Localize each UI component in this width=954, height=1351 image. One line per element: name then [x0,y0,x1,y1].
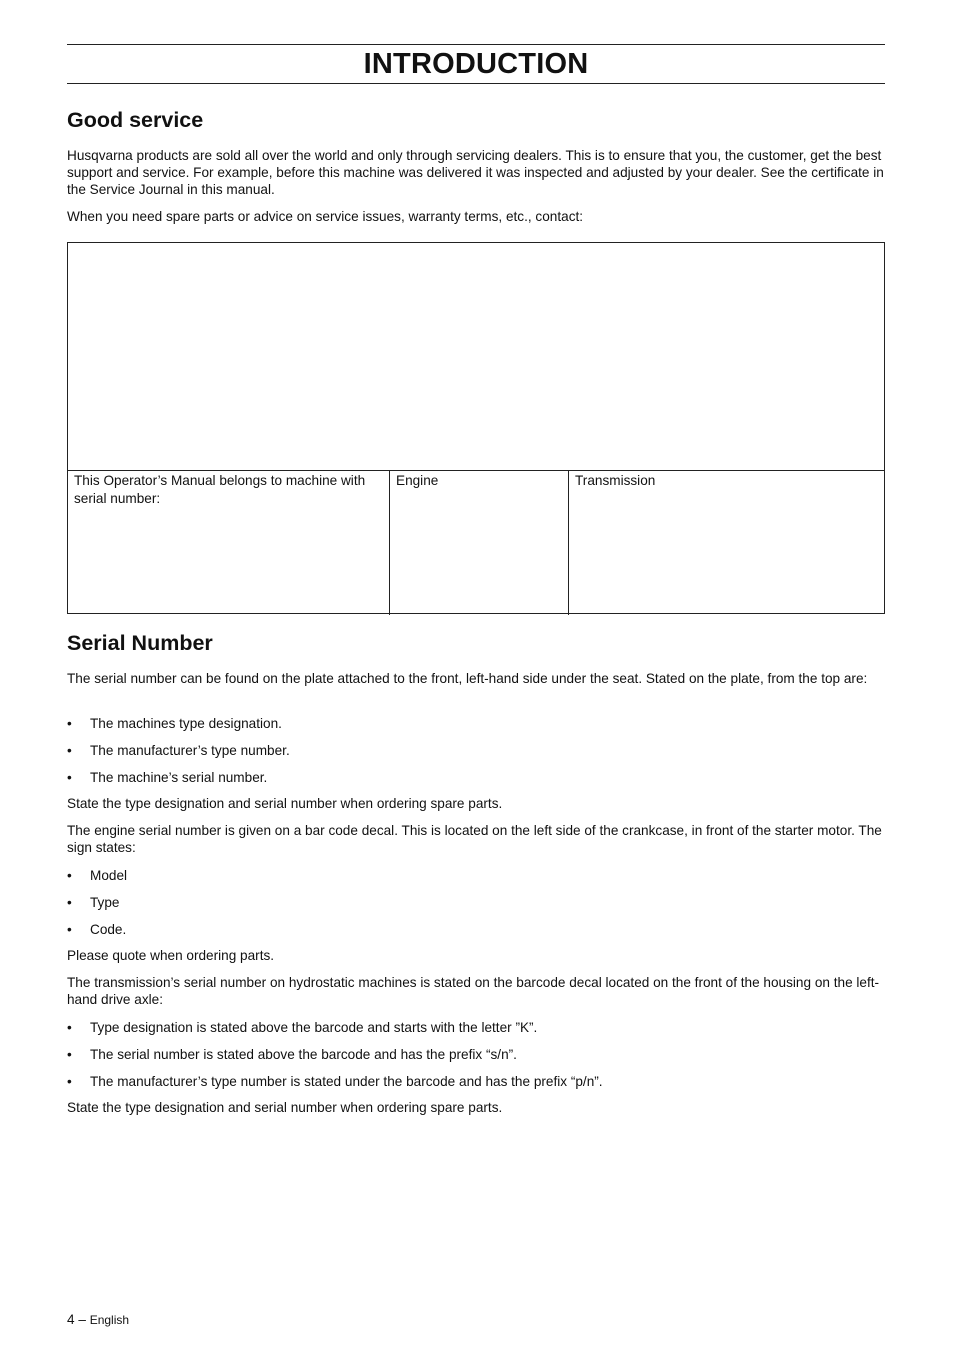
serial-intro-paragraph: The serial number can be found on the plate attached to the front, left-hand side under the seat. Stated on the plate, from the top are: [67,671,868,686]
page-header [67,44,885,84]
bullet-icon: • [67,1047,72,1062]
bullet-icon: • [67,743,72,758]
good-service-paragraph: Husqvarna products are sold all over the world and only through servicing dealers. This is to ensure that you, the customer, get the best support and service. For example, before this machine was delivered it was inspected and adjusted by your dealer. See the certificate in the Service Journal in this manual. [67,148,884,197]
language-label: English [89,1313,130,1327]
page-title: INTRODUCTION [363,48,589,80]
good-service-heading: Good service [67,108,204,132]
bullet-icon: • [67,1074,72,1089]
bullet-icon: • [67,868,72,883]
ordering-note: State the type designation and serial number when ordering spare parts. [67,796,503,811]
bullet-icon: • [67,922,72,937]
serial-number-row [68,470,884,615]
machine-serial-label: This Operator’s Manual belongs to machine with serial number: [74,473,366,506]
contact-paragraph: When you need spare parts or advice on service issues, warranty terms, etc., contact: [67,209,584,224]
bullet-icon: • [67,716,72,731]
bullet-icon: • [67,1020,72,1035]
ordering-note-final: State the type designation and serial number when ordering spare parts. [67,1100,503,1115]
bullet-icon: • [67,770,72,785]
machine-serial-cell[interactable] [68,471,390,615]
dealer-contact-box[interactable] [67,242,885,614]
engine-cell[interactable] [390,471,569,615]
serial-number-heading: Serial Number [67,631,213,655]
page-footer [67,1312,129,1327]
transmission-label: Transmission [575,473,656,488]
page-number: 4 – [67,1312,86,1327]
engine-serial-paragraph: The engine serial number is given on a bar code decal. This is located on the left side of the crankcase, in front of the starter motor. The sign states: [67,823,882,855]
engine-label: Engine [396,473,439,488]
quote-note: Please quote when ordering parts. [67,948,275,963]
transmission-cell[interactable] [569,471,884,615]
bullet-icon: • [67,895,72,910]
transmission-serial-paragraph: The transmission’s serial number on hydrostatic machines is stated on the barcode decal located on the front of the housing on the left-hand drive axle: [67,975,880,1007]
